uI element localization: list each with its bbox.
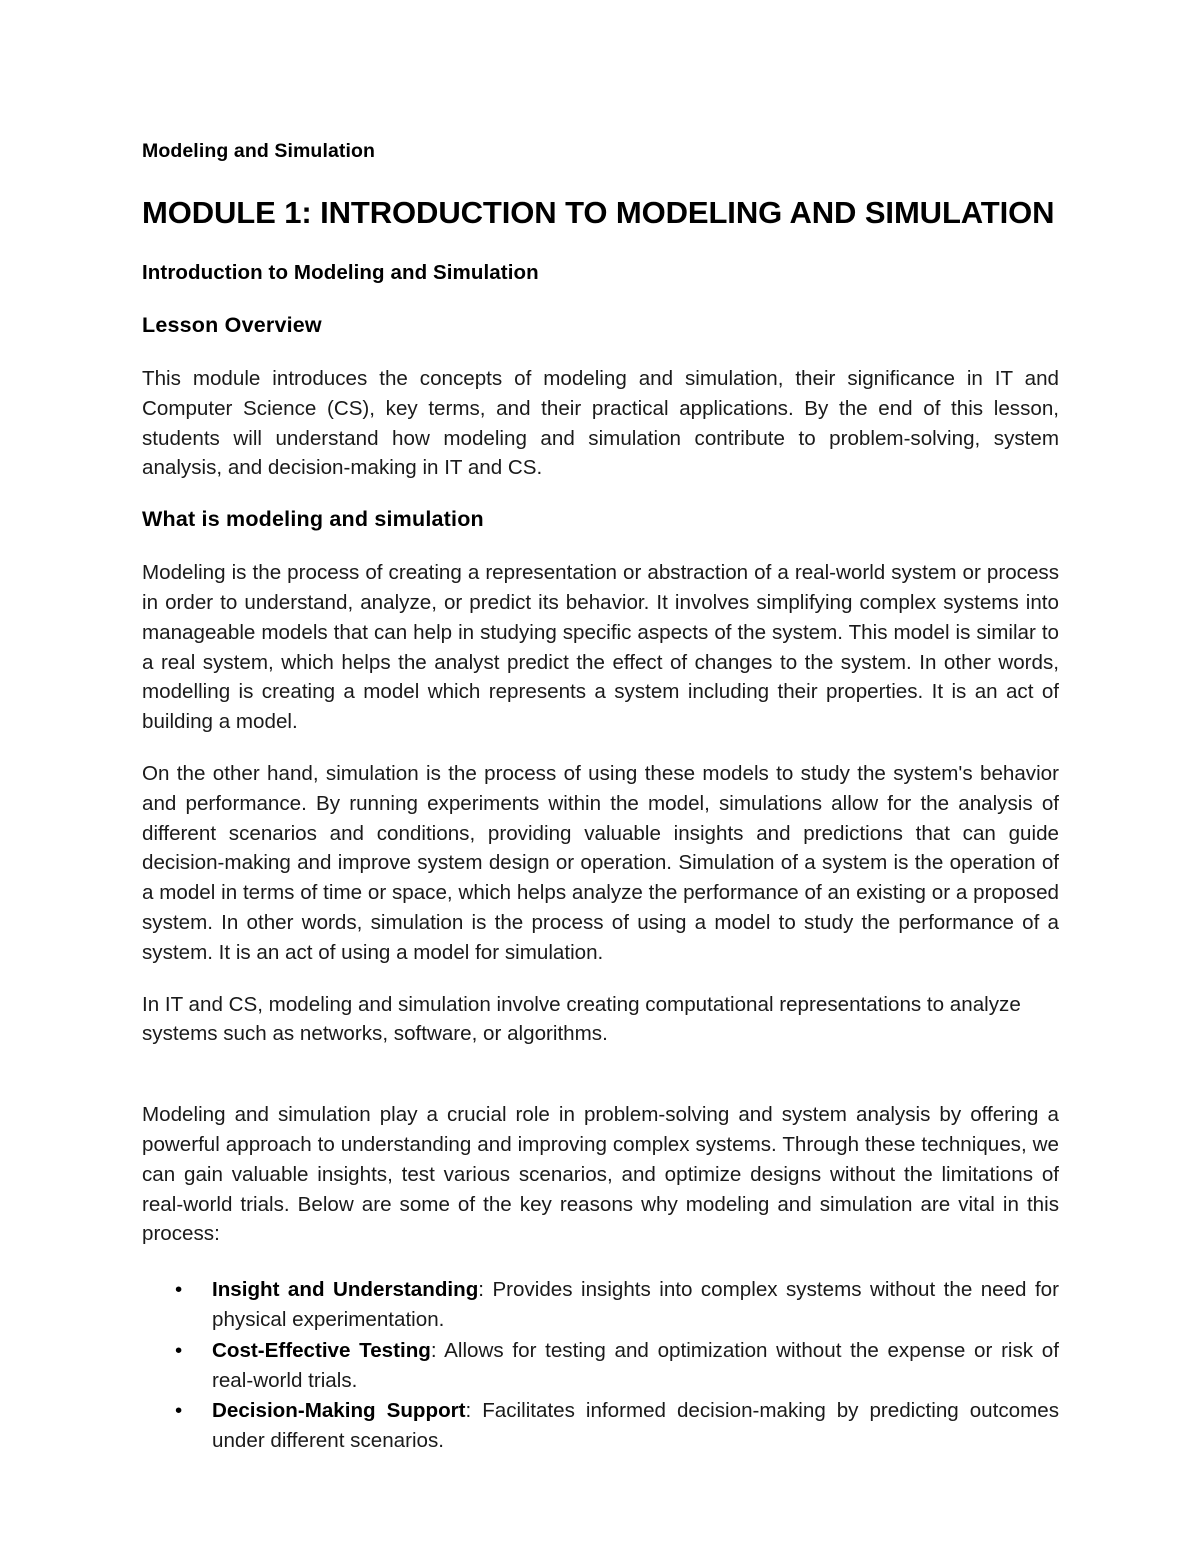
- list-item-separator: :: [478, 1278, 493, 1302]
- list-item: [142, 1396, 1059, 1456]
- list-item-separator: :: [430, 1338, 445, 1362]
- paragraph-modeling-definition: Modeling is the process of creating a representation or abstraction of a real-world system or process in order to understand, analyze, or predict its behavior. It involves simplifying complex systems into manageable models that can help in studying specific aspects of the system. This model is similar to a real system, which helps the analyst predict the effect of changes to the system. In other words, modelling is creating a model which represents a system including their properties. It is an act of building a model.: [142, 561, 1059, 734]
- paragraph-lesson-overview: This module introduces the concepts of modeling and simulation, their significance in IT and Computer Science (CS), key terms, and their practical applications. By the end of this lesson, students will understand how modeling and simulation contribute to problem-solving, system analysis, and decision-making in IT and CS.: [142, 367, 1059, 480]
- document-kicker: Modeling and Simulation: [142, 140, 376, 162]
- list-item-description: Facilitates informed decision-making by predicting outcomes under different scenarios.: [212, 1399, 1059, 1453]
- list-item-description: Allows for testing and optimization without the expense or risk of real-world trials.: [212, 1338, 1059, 1392]
- list-item-term: Cost-Effective Testing: [212, 1338, 431, 1362]
- list-item: [142, 1275, 1059, 1335]
- key-reasons-list: [142, 1275, 1059, 1456]
- heading-lesson-overview: Lesson Overview: [142, 313, 322, 337]
- page-title: MODULE 1: INTRODUCTION TO MODELING AND SIMULATION: [142, 195, 1055, 230]
- list-item-term: Decision-Making Support: [212, 1399, 466, 1423]
- paragraph-crucial-role: Modeling and simulation play a crucial role in problem-solving and system analysis by offering a powerful approach to understanding and improving complex systems. Through these techniques, we can gain valuable insights, test various scenarios, and optimize designs without the limitations of real-world trials. Below are some of the key reasons why modeling and simulation are vital in this process:: [142, 1103, 1059, 1246]
- paragraph-it-and-cs-context: In IT and CS, modeling and simulation involve creating computational representations to analyze systems such as networks, software, or algorithms.: [142, 992, 1021, 1046]
- paragraph-spacer: [142, 1071, 1059, 1100]
- paragraph-simulation-definition: On the other hand, simulation is the process of using these models to study the system's behavior and performance. By running experiments within the model, simulations allow for the analysis of different scenarios and conditions, providing valuable insights and predictions that can guide decision-making and improve system design or operation. Simulation of a system is the operation of a model in terms of time or space, which helps analyze the performance of an existing or a proposed system. In other words, simulation is the process of using a model to study the performance of a system. It is an act of using a model for simulation.: [142, 761, 1059, 964]
- heading-what-is-modeling-and-simulation: What is modeling and simulation: [142, 507, 484, 532]
- document-content: [142, 138, 1059, 1457]
- list-item-description: Provides insights into complex systems without the need for physical experimentation.: [212, 1278, 1059, 1331]
- document-subtitle: Introduction to Modeling and Simulation: [142, 261, 539, 284]
- list-item: [142, 1336, 1059, 1396]
- list-item-term: Insight and Understanding: [212, 1278, 479, 1302]
- list-item-separator: :: [465, 1399, 483, 1423]
